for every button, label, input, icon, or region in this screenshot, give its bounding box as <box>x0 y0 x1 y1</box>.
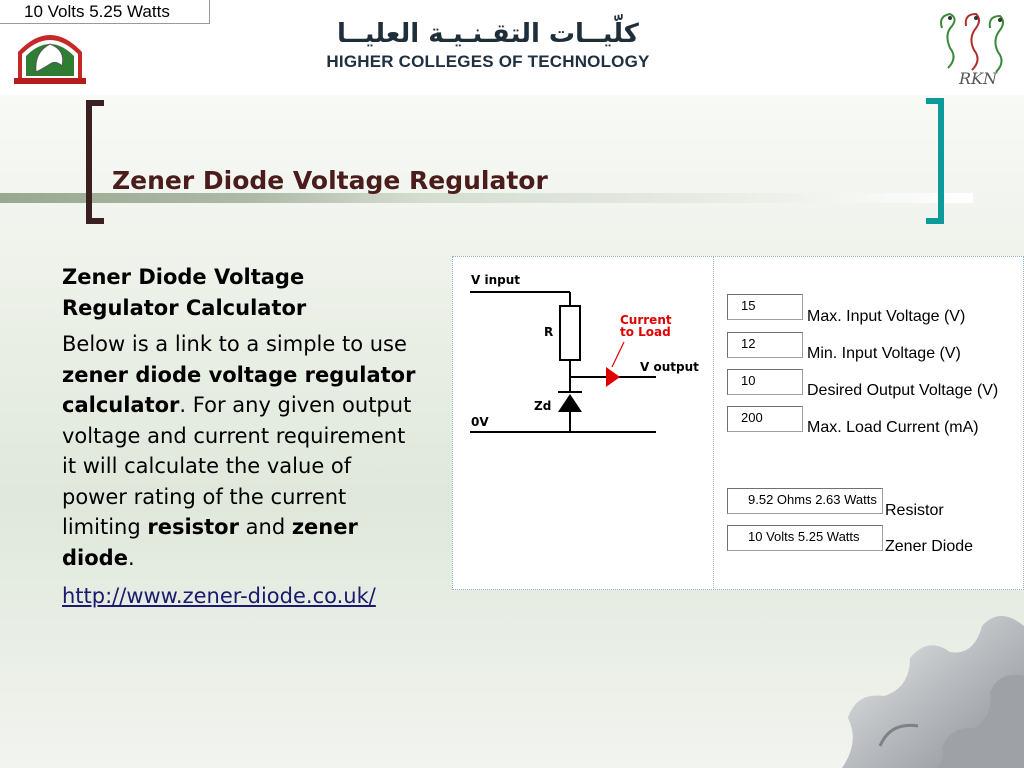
rkn-logo-text: RKN <box>959 69 997 88</box>
zener-result-label: Zener Diode <box>885 538 974 555</box>
college-crest-logo <box>10 22 90 86</box>
resistor-label: R <box>544 325 554 339</box>
link-paragraph <box>62 581 422 612</box>
max-input-voltage-label: Max. Input Voltage (V) <box>807 308 966 325</box>
slide-title: Zener Diode Voltage Regulator <box>112 166 548 195</box>
calculator-subheading: Zener Diode Voltage Regulator Calculator <box>62 265 307 320</box>
calculator-panel-divider <box>713 256 714 590</box>
v-input-label: V input <box>471 273 520 287</box>
english-college-name: HIGHER COLLEGES OF TECHNOLOGY <box>326 52 650 71</box>
description-bold-1: zener diode voltage regulator calculator <box>62 362 416 417</box>
description-part-2: . For any given output voltage and current requirement it will calculate the value of power rating of the current limiting <box>62 393 412 539</box>
body-text <box>62 262 422 620</box>
resistor-result-label: Resistor <box>885 502 944 519</box>
v-output-label: V output <box>640 360 699 374</box>
min-input-voltage-label: Min. Input Voltage (V) <box>807 345 961 362</box>
zero-volt-label: 0V <box>471 415 489 429</box>
right-bracket <box>926 98 944 224</box>
min-input-voltage-field[interactable]: 12 <box>727 332 803 358</box>
circuit-diagram <box>462 264 708 444</box>
zener-result-field[interactable]: 10 Volts 5.25 Watts <box>727 525 883 551</box>
resistor-result-field[interactable]: 9.52 Ohms 2.63 Watts <box>727 488 883 514</box>
description-part-4: . <box>127 545 135 570</box>
rkn-logo <box>928 8 1020 88</box>
left-bracket <box>86 100 104 224</box>
max-input-voltage-field[interactable]: 15 <box>727 294 803 320</box>
top-result-box: 10 Volts 5.25 Watts <box>0 0 210 24</box>
arabic-college-name: كلّيــات التقـنـيـة العليــا <box>337 19 639 49</box>
max-load-current-label: Max. Load Current (mA) <box>807 419 979 436</box>
description-paragraph <box>62 329 422 573</box>
max-load-current-field[interactable]: 200 <box>727 406 803 432</box>
decorative-gear-graphic <box>760 596 1024 768</box>
description-part-3: and <box>238 515 292 539</box>
description-bold-3: zener diode <box>62 515 358 570</box>
zener-diode-link[interactable]: http://www.zener-diode.co.uk/ <box>62 584 376 608</box>
desired-output-voltage-field[interactable]: 10 <box>727 369 803 395</box>
description-bold-2: resistor <box>147 515 239 539</box>
desired-output-voltage-label: Desired Output Voltage (V) <box>807 382 999 399</box>
description-part-1: Below is a link to a simple to use <box>62 332 407 356</box>
current-label-line2: to Load <box>620 325 671 339</box>
current-label-line1: Current <box>620 313 672 327</box>
zener-label: Zd <box>534 399 552 413</box>
